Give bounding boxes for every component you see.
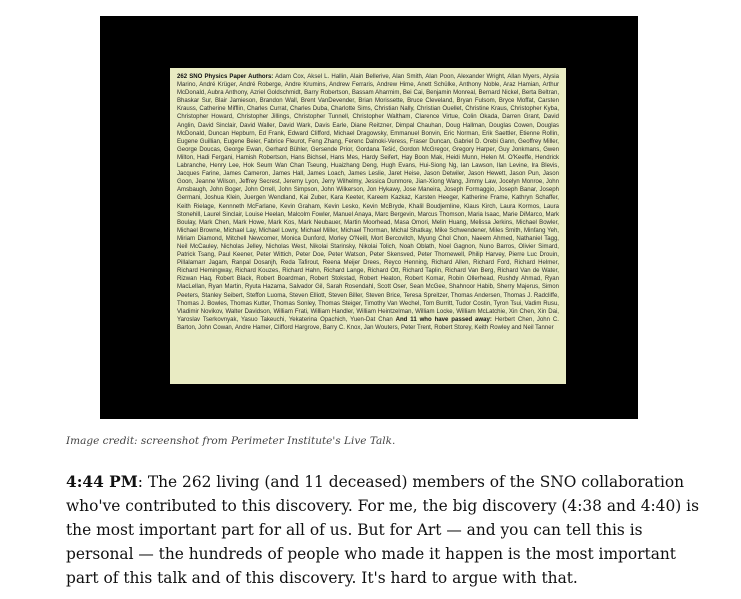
authors-list: [177, 73, 559, 332]
video-screenshot: [100, 16, 638, 419]
deceased-names: Herbert Chen, John C. Barton, John Cowan, Andre Hamer, Clifford Hargrove, Barry C. Knox, Jan Wouters, Peter Trent, Robert Storey, Keith Rowley and Neil Tanner: [177, 316, 559, 331]
authors-names: Adam Cox, Aksel L. Hallin, Alain Bellerive, Alan Smith, Alan Poon, Alexander Wright, Allan Myers, Alysia Marino, André Krüger, André Roberge, Andre Krumins, Andrew Ferraris, Andrew Hime, Anett Schülke, Anthony Noble, Araz Hamian, Arthur McDonald, Aubra Anthony, Azriel Goldschmidt, Barry Robertson, Bassam Aharmim, Bei Cai, Benjamin Monreal, Bernard Nickel, Berta Beltran, Bhaskar Sur, Blair Jamieson, Brandon Wall, Brent VanDevender, Brian Morissette, Bruce Cleveland, Bryan Fulsom, Bryce Moffat, Carsten Krauss, Catherine Mifflin, Charles Currat, Charles Duba, Charlotte Sims, Christian Nally, Christian Ouellet, Christine Kraus, Christopher Kyba, Christopher Howard, Christopher Jillings, Christopher Tunnell, Christopher Waltham, Clarence Virtue, Colin Okada, Darren Grant, David Anglin, David Sinclair, David Waller, David Wark, Davis Earle, Diane Reitzner, Dimpal Chauhan, Doug Hallman, Douglas Cowen, Douglas McDonald, Duncan Hepburn, Ed Frank, Edward Clifford, Michael Dragowsky, Emmanuel Bonvin, Eric Norman, Erik Saettler, Etienne Rollin, Eugene Guillian, Eugene Beier, Fabrice Fleurot, Feng Zhang, Ferenc Dalnoki-Veress, Fraser Duncan, Gabriel D. Orebi Gann, Geoffrey Miller, George Doucas, George Ewan, Gerhard Bühler, Gersende Prior, Gordana Tešić, Gordon McGregor, Gregory Harper, Guy Jonkmans, Gwen Milton, Hadi Fergani, Hamish Robertson, Hans Bichsel, Hans Mes, Hardy Seifert, Hay Boon Mak, Heidi Munn, Helen M. O'Keeffe, Hendrick Labranche, Henry Lee, Hok Seum Wan Chan Tseung, Huaizhang Deng, Hugh Evans, Hui-Siong Ng, Ian Lawson, Ilan Levine, Ira Blevis, Jacques Farine, James Cameron, James Hall, James Loach, James Leslie, Jaret Heise, Jason Detwiler, Jason Hewett, Jason Pun, Jason Goon, Jeanne Wilson, Jeffrey Secrest, Jeremy Lyon, Jerry Wilhelmy, Jessica Dunmore, Jian-Xiong Wang, Jimmy Law, Jocelyn Monroe, John Amsbaugh, John Boger, John Orrell, John Simpson, John Wilkerson, Jon Hykawy, Jose Maneira, Joseph Formaggio, Joseph Banar, Joseph Germani, Joshua Klein, Juergen Wendland, Kai Zuber, Kara Keeter, Kareem Kazkaz, Karsten Heeger, Katherine Frame, Kathryn Schaffer, Keith Rielage, Kennneth McFarlane, Kevin Graham, Kevin Lesko, Kevin McBryde, Khalil Boudjemline, Klaus Kirch, Laura Kormos, Laura Stonehill, Laurel Sinclair, Louise Heelan, Malcolm Fowler, Manuel Anaya, Marc Bergevin, Marcus Thomson, Maria Isaac, Marie DiMarco, Mark Boulay, Mark Chen, Mark Howe, Mark Kos, Mark Neubauer, Martin Moorhead, Masa Omori, Melin Huang, Melissa Jerkins, Michael Bowler, Michael Browne, Michael Lay, Michael Lowry, Michael Miller, Michael Thorman, Michal Shatkay, Mike Schwendener, Miles Smith, Minfang Yeh, Miriam Diamond, Mitchell Newcomer, Monica Dunford, Morley O'Neill, Mort Bercovitch, Myung Chol Chon, Naeem Ahmed, Nathaniel Tagg, Neil McCauley, Nicholas Jelley, Nicholas West, Nikolai Starinsky, Nikolai Tolich, Noah Oblath, Noel Gagnon, Nuno Barros, Olivier Simard, Patrick Tsang, Paul Keener, Peter Wittich, Peter Doe, Peter Watson, Peter Skensved, Peter Thornewell, Philip Harvey, Pierre Luc Drouin, Pillalamarr Jagam, Ranpal Dosanjh, Reda Tafirout, Reena Meijer Drees, Reyco Henning, Richard Allen, Richard Ford, Richard Helmer, Richard Hemingway, Richard Kouzes, Richard Hahn, Richard Lange, Richard Ott, Richard Taplin, Richard Van Berg, Richard Van de Water, Rizwan Haq, Robert Black, Robert Boardman, Robert Stokstad, Robert Heaton, Robert Komar, Robin Ollerhead, Rushdy Ahmad, Ryan MacLellan, Ryan Martin, Ryuta Hazama, Salvador Gil, Sarah Rosendahl, Scott Oser, Sean McGee, Shahnoor Habib, Sherry Majerus, Simon Peeters, Stanley Seibert, Steffon Luoma, Steven Elliott, Steven Biller, Steven Brice, Teresa Spreitzer, Thomas Andersen, Thomas J. Radcliffe, Thomas J. Bowles, Thomas Kutter, Thomas Sonley, Thomas Steiger, Timothy Van Wechel, Tom Burritt, Tudor Costin, Tyron Tsui, Vadim Rusu, Vladimir Novikov, Walter Davidson, William Frati, William Handler, William Heintzelman, William Locke, William McLatchie, Xin Chen, Xin Dai, Yaroslav Tserkovnyak, Yasuo Takeuchi, Yekaterina Opachich, Yuen-Dat Chan: [177, 74, 559, 323]
entry-timestamp: 4:44 PM: [66, 473, 138, 491]
authors-slide: [170, 68, 566, 384]
deceased-heading: And 11 who have passed away:: [395, 316, 492, 323]
entry-text: : The 262 living (and 11 deceased) members of the SNO collaboration who've contributed to this discovery. For me, the big discovery (4:38 and 4:40) is the most important part for all of us. But for Art — and you can tell this is personal — the hundreds of people who made it happen is the most important part of this talk and of this discovery. It's hard to argue with that.: [66, 473, 699, 587]
live-blog-entry: [66, 470, 706, 590]
image-credit: Image credit: screenshot from Perimeter Institute's Live Talk.: [66, 435, 396, 447]
authors-heading: 262 SNO Physics Paper Authors:: [177, 74, 274, 80]
